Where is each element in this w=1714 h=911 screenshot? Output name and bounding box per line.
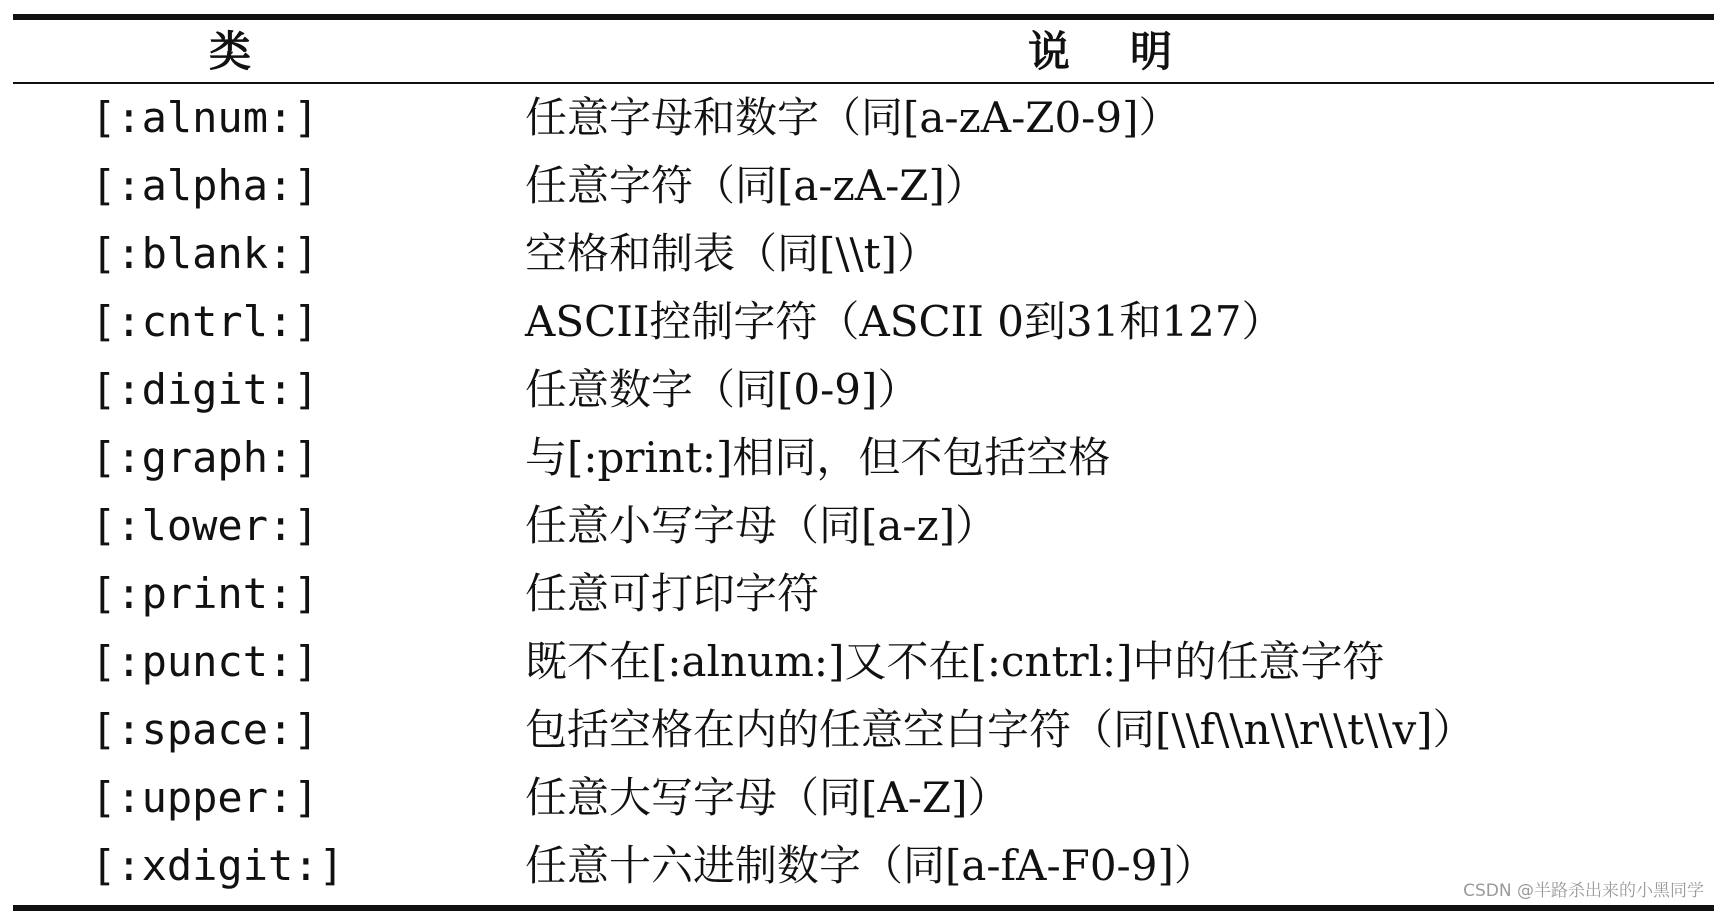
class-name: [:upper:] bbox=[91, 773, 319, 822]
class-name: [:xdigit:] bbox=[91, 841, 344, 890]
class-name: [:lower:] bbox=[91, 501, 319, 550]
class-name: [:blank:] bbox=[91, 229, 319, 278]
class-description: 任意十六进制数字（同[a-fA-F0-9]） bbox=[525, 841, 1216, 890]
character-class-table bbox=[13, 14, 1714, 911]
class-description: 任意字母和数字（同[a-zA-Z0-9]） bbox=[525, 93, 1181, 142]
class-name: [:cntrl:] bbox=[91, 297, 319, 346]
table-header bbox=[13, 20, 1714, 84]
table-row bbox=[13, 832, 1714, 900]
class-description: 包括空格在内的任意空白字符（同[\\f\\n\\r\\t\\v]） bbox=[525, 705, 1475, 754]
class-description: 任意数字（同[0-9]） bbox=[525, 365, 920, 414]
table-row bbox=[13, 424, 1714, 492]
class-description: 任意小写字母（同[a-z]） bbox=[525, 501, 998, 550]
class-name: [:print:] bbox=[91, 569, 319, 618]
table-row bbox=[13, 628, 1714, 696]
table-row bbox=[13, 696, 1714, 764]
table-row bbox=[13, 764, 1714, 832]
table-row bbox=[13, 560, 1714, 628]
class-description: ASCII控制字符（ASCII 0到31和127） bbox=[525, 297, 1284, 346]
table-row bbox=[13, 220, 1714, 288]
table-row bbox=[13, 492, 1714, 560]
class-name: [:digit:] bbox=[91, 365, 319, 414]
class-name: [:punct:] bbox=[91, 637, 319, 686]
watermark: CSDN @半路杀出来的小黑同学 bbox=[1463, 881, 1704, 901]
table-row bbox=[13, 152, 1714, 220]
class-description: 任意字符（同[a-zA-Z]） bbox=[525, 161, 987, 210]
class-description: 任意大写字母（同[A-Z]） bbox=[525, 773, 1010, 822]
class-description: 既不在[:alnum:]又不在[:cntrl:]中的任意字符 bbox=[525, 637, 1385, 686]
class-name: [:alnum:] bbox=[91, 93, 319, 142]
class-description: 任意可打印字符 bbox=[525, 569, 820, 618]
class-description: 空格和制表（同[\\t]） bbox=[525, 229, 939, 278]
header-description: 说明 bbox=[1028, 27, 1233, 76]
class-name: [:space:] bbox=[91, 705, 319, 754]
header-class: 类 bbox=[209, 27, 252, 76]
table-row bbox=[13, 288, 1714, 356]
class-description: 与[:print:]相同，但不包括空格 bbox=[525, 433, 1111, 482]
table-row bbox=[13, 356, 1714, 424]
class-name: [:alpha:] bbox=[91, 161, 319, 210]
table-row bbox=[13, 84, 1714, 152]
class-name: [:graph:] bbox=[91, 433, 319, 482]
